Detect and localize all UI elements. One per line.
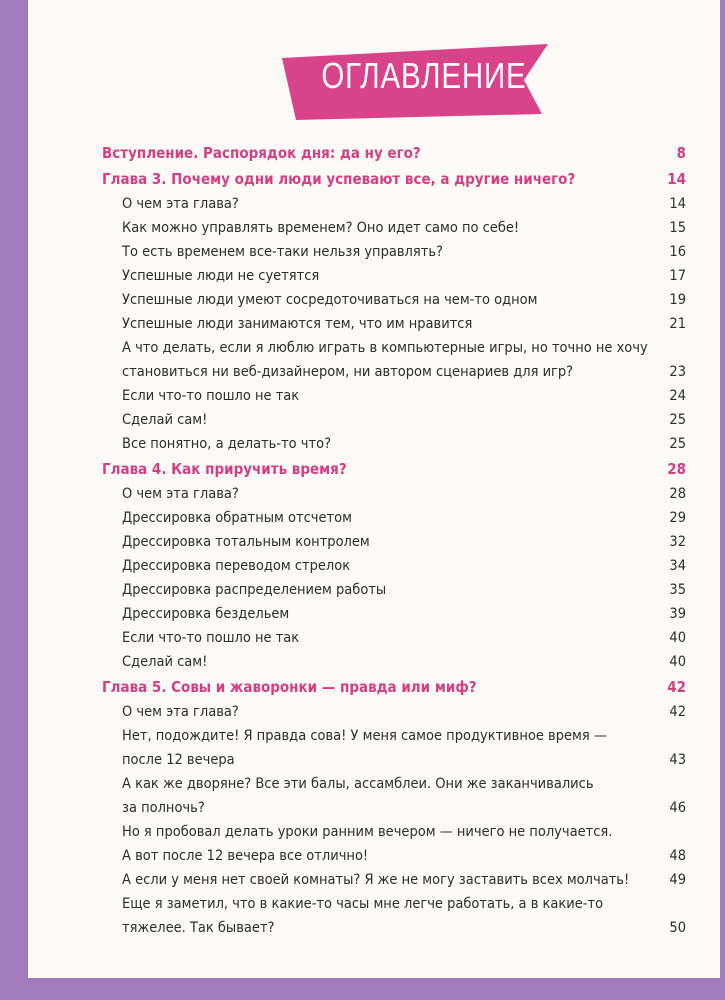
section-title-line: А что делать, если я люблю играть в компьютерные игры, но точно не хочу [122,340,648,356]
toc-section-row[interactable] [102,700,686,724]
section-title-line: Но я пробовал делать уроки ранним вечером — ничего не получается. [122,824,613,840]
toc-section-row[interactable] [102,772,686,820]
page-number: 48 [669,848,686,864]
section-title: Дрессировка тотальным контролем [122,534,370,550]
section-title: А если у меня нет своей комнаты? Я же не могу заставить всех молчать! [122,872,630,888]
page-number: 19 [669,292,686,308]
toc-section-row[interactable] [102,530,686,554]
section-title-line: А как же дворяне? Все эти балы, ассамблеи. Они же заканчивались [122,776,594,792]
section-title: То есть временем все-таки нельзя управлять? [122,244,443,260]
toc-title: ОГЛАВЛЕНИЕ [321,55,527,96]
section-title: Сделай сам! [122,654,208,670]
section-title [102,772,658,820]
page-number: 28 [667,460,686,478]
toc-section-row[interactable] [102,506,686,530]
toc-section-row[interactable] [102,408,686,432]
page-number: 8 [676,144,686,162]
section-title-line: А вот после 12 вечера все отлично! [122,848,369,864]
toc-section-row[interactable] [102,650,686,674]
section-title [102,820,658,868]
chapter-title: Глава 5. Совы и жаворонки — правда или миф? [102,678,477,696]
toc-section-row[interactable] [102,578,686,602]
section-title [102,724,658,772]
page-number: 49 [669,872,686,888]
section-title [102,336,658,384]
section-title: Если что-то пошло не так [122,630,300,646]
section-title-line: после 12 вечера [122,752,235,768]
section-title: Дрессировка переводом стрелок [122,558,351,574]
toc-section-row[interactable] [102,724,686,772]
section-title: О чем эта глава? [122,486,239,502]
page-number: 34 [669,558,686,574]
page-number: 25 [669,436,686,452]
page-number: 24 [669,388,686,404]
toc-section-row[interactable] [102,820,686,868]
section-title: Все понятно, а делать-то что? [122,436,332,452]
page-number: 15 [669,220,686,236]
toc-section-row[interactable] [102,602,686,626]
page-number: 50 [669,920,686,936]
toc-chapter-row[interactable] [102,674,686,700]
toc-section-row[interactable] [102,192,686,216]
section-title: Дрессировка распределением работы [122,582,387,598]
title-banner [272,44,552,120]
page-number: 21 [669,316,686,332]
toc-section-row[interactable] [102,264,686,288]
toc-section-row[interactable] [102,432,686,456]
section-title-line: за полночь? [122,800,205,816]
section-title-line: становиться ни веб-дизайнером, ни автором сценариев для игр? [122,364,574,380]
page-number: 14 [669,196,686,212]
section-title: Успешные люди умеют сосредоточиваться на чем-то одном [122,292,538,308]
page-number: 17 [669,268,686,284]
page-number: 25 [669,412,686,428]
toc-section-row[interactable] [102,216,686,240]
toc-section-row[interactable] [102,626,686,650]
toc-chapter-row[interactable] [102,140,686,166]
toc-section-row[interactable] [102,288,686,312]
book-page [28,0,720,978]
section-title: Успешные люди не суетятся [122,268,320,284]
page-number: 32 [669,534,686,550]
section-title: Сделай сам! [122,412,208,428]
chapter-title: Глава 3. Почему одни люди успевают все, а другие ничего? [102,170,576,188]
toc-section-row[interactable] [102,554,686,578]
section-title-line: Нет, подождите! Я правда сова! У меня самое продуктивное время — [122,728,607,744]
section-title-line: Еще я заметил, что в какие-то часы мне легче работать, а в какие-то [122,896,604,912]
toc-section-row[interactable] [102,312,686,336]
page-number: 40 [669,630,686,646]
toc-section-row[interactable] [102,892,686,940]
page-number: 40 [669,654,686,670]
table-of-contents [102,140,686,940]
section-title: Успешные люди занимаются тем, что им нравится [122,316,473,332]
page-number: 28 [669,486,686,502]
page-number: 14 [667,170,686,188]
toc-section-row[interactable] [102,868,686,892]
page-number: 43 [669,752,686,768]
page-number: 39 [669,606,686,622]
section-title: О чем эта глава? [122,196,239,212]
chapter-title: Вступление. Распорядок дня: да ну его? [102,144,421,162]
section-title: Дрессировка обратным отсчетом [122,510,352,526]
section-title: Как можно управлять временем? Оно идет само по себе! [122,220,520,236]
page-number: 29 [669,510,686,526]
section-title [102,892,658,940]
page-number: 42 [669,704,686,720]
page-number: 46 [669,800,686,816]
page-number: 16 [669,244,686,260]
section-title: О чем эта глава? [122,704,239,720]
toc-chapter-row[interactable] [102,456,686,482]
section-title-line: тяжелее. Так бывает? [122,920,275,936]
toc-section-row[interactable] [102,482,686,506]
toc-section-row[interactable] [102,336,686,384]
section-title: Дрессировка бездельем [122,606,290,622]
toc-section-row[interactable] [102,240,686,264]
page-number: 42 [667,678,686,696]
page-number: 35 [669,582,686,598]
toc-chapter-row[interactable] [102,166,686,192]
toc-section-row[interactable] [102,384,686,408]
chapter-title: Глава 4. Как приручить время? [102,460,347,478]
section-title: Если что-то пошло не так [122,388,300,404]
page-number: 23 [669,364,686,380]
